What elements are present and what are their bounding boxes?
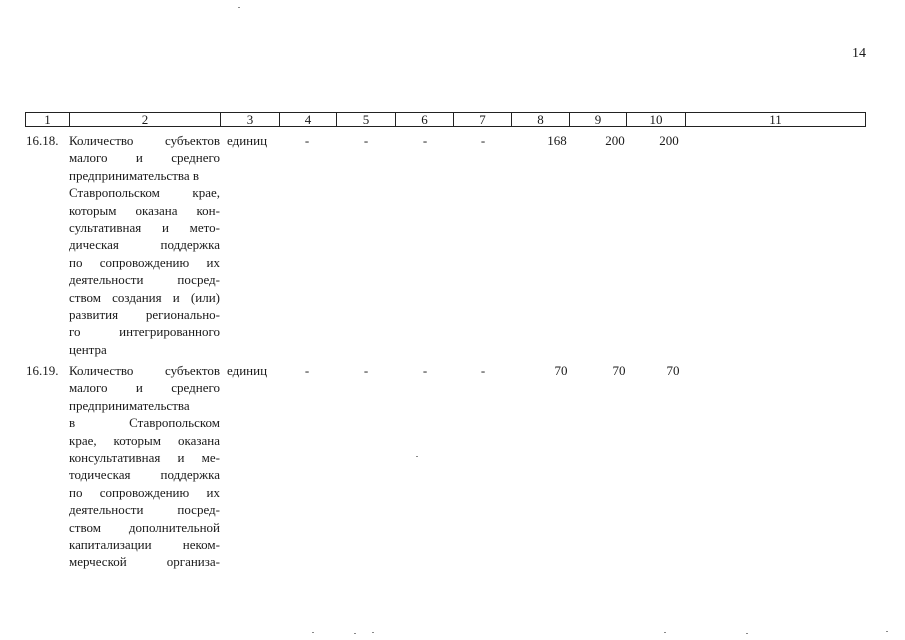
header-col-8: 8 xyxy=(512,113,570,126)
header-col-6: 6 xyxy=(396,113,454,126)
scan-speck xyxy=(664,632,666,633)
scan-speck xyxy=(312,632,314,633)
cell-col-5: - xyxy=(363,363,369,378)
row-number: 16.19. xyxy=(26,363,59,378)
header-col-1: 1 xyxy=(26,113,70,126)
table-header-row xyxy=(25,112,866,127)
cell-col-6: - xyxy=(422,133,428,148)
description-line: крае, которым оказана xyxy=(69,432,220,448)
description-line: капитализации неком- xyxy=(69,537,220,553)
description-line: развития регионально- xyxy=(69,307,220,323)
description-line: Ставропольском крае, xyxy=(69,185,220,201)
cell-col-7: - xyxy=(480,363,486,378)
scan-speck xyxy=(746,633,748,634)
scan-speck xyxy=(354,633,356,634)
header-col-10: 10 xyxy=(627,113,686,126)
header-col-9: 9 xyxy=(570,113,627,126)
cell-col-10: 70 xyxy=(666,363,680,378)
description-line: мерческой организа- xyxy=(69,554,220,570)
header-col-5: 5 xyxy=(337,113,396,126)
cell-col-9: 200 xyxy=(605,133,625,148)
cell-col-10: 200 xyxy=(659,133,679,148)
description-line: Количество субъектов xyxy=(69,363,220,378)
description-line: центра xyxy=(69,341,107,357)
description-line: предпринимательства xyxy=(69,397,190,413)
row-description xyxy=(69,132,220,358)
description-line: малого и среднего xyxy=(69,380,220,396)
description-line: консультативная и ме- xyxy=(69,450,220,466)
cell-col-6: - xyxy=(422,363,428,378)
header-col-2: 2 xyxy=(70,113,221,126)
header-col-7: 7 xyxy=(454,113,512,126)
description-line: деятельности посред- xyxy=(69,502,220,518)
row-number: 16.18. xyxy=(26,133,59,148)
description-line: ством дополнительной xyxy=(69,519,220,535)
description-line: малого и среднего xyxy=(69,150,220,166)
cell-col-8: 70 xyxy=(554,363,568,378)
scan-speck xyxy=(886,631,888,632)
description-line: деятельности посред- xyxy=(69,272,220,288)
header-col-3: 3 xyxy=(221,113,280,126)
cell-col-4: - xyxy=(304,363,310,378)
description-line: предпринимательства в xyxy=(69,167,200,183)
cell-col-7: - xyxy=(480,133,486,148)
row-unit: единиц xyxy=(227,133,268,148)
scan-speck xyxy=(238,7,240,8)
description-line: Количество субъектов xyxy=(69,133,220,148)
cell-col-5: - xyxy=(363,133,369,148)
row-unit: единиц xyxy=(227,363,268,378)
scan-speck xyxy=(372,632,374,633)
header-col-4: 4 xyxy=(280,113,337,126)
cell-col-8: 168 xyxy=(547,133,567,148)
description-line: дическая поддержка xyxy=(69,237,220,253)
scan-speck xyxy=(416,456,418,457)
description-line: по сопровождению их xyxy=(69,254,220,270)
cell-col-4: - xyxy=(304,133,310,148)
page-number: 14 xyxy=(852,46,866,61)
description-line: го интегрированного xyxy=(69,324,220,340)
cell-col-9: 70 xyxy=(612,363,626,378)
description-line: которым оказана кон- xyxy=(69,202,220,218)
description-line: сультативная и мето- xyxy=(69,220,220,236)
description-line: в Ставропольском xyxy=(69,415,220,431)
header-col-11: 11 xyxy=(769,112,782,127)
description-line: по сопровождению их xyxy=(69,484,220,500)
row-description xyxy=(69,362,220,571)
description-line: тодическая поддержка xyxy=(69,467,220,483)
description-line: ством создания и (или) xyxy=(69,289,220,305)
